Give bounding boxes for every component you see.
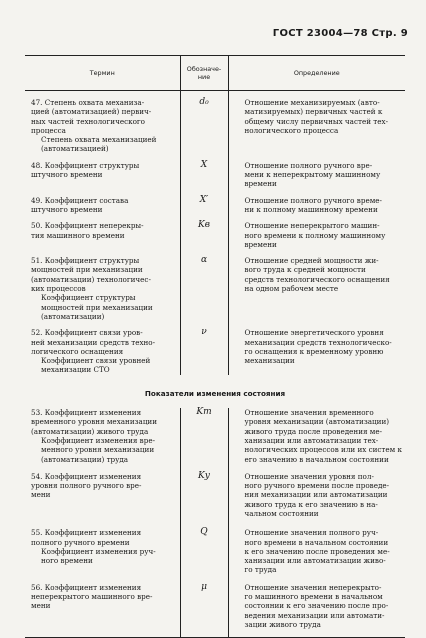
term-synonym: Степень охвата механизацией (автоматизацией): [41, 135, 157, 154]
table-row: [25, 256, 405, 321]
definition-cell: [228, 161, 405, 189]
term-synonym: Коэффициент структуры мощностей при механизации (автоматизации): [41, 293, 153, 321]
term-text: 49. Коэффициент состава штучного времени: [31, 195, 129, 214]
definition-cell: [228, 221, 405, 249]
definition-text: Отношение значения неперекрыто- го машинного времени в начальном состоянии к его значению после про- ведения механизации или автомати- зации живого труда: [244, 582, 389, 629]
term-text: 56. Коэффициент изменения неперекрытого машинного вре- мени: [31, 582, 153, 611]
term-text: 51. Коэффициент структуры мощностей при механизации (автоматизации) технологичес- ких процессов: [31, 256, 151, 294]
definition-cell: [228, 98, 405, 154]
term-cell: [25, 98, 180, 154]
designation-cell: Kв: [180, 221, 228, 249]
term-cell: [25, 256, 180, 321]
section-title: Показатели изменения состояния: [144, 388, 286, 398]
designation-cell: μ: [180, 583, 228, 629]
table-body: [25, 98, 405, 638]
designation-cell: X′: [180, 196, 228, 215]
table-row: [25, 408, 405, 464]
table-row: [25, 472, 405, 518]
term-text: 55. Коэффициент изменения полного ручного времени: [31, 528, 142, 547]
definition-cell: [228, 328, 405, 374]
term-cell: [25, 161, 180, 189]
term-cell: [25, 528, 180, 574]
terms-table: [25, 55, 405, 638]
designation-cell: d₀: [180, 98, 228, 154]
definition-text: Отношение полного ручного вре- мени к неперекрытому машинному времени: [244, 160, 381, 189]
column-header-definition: Определение: [228, 56, 405, 91]
term-text: 47. Степень охвата механиза- цией (автоматизацией) первич- ных частей технологического процесса: [31, 98, 152, 135]
table-row: [25, 196, 405, 215]
definition-text: Отношение механизируемых (авто- матизируемых) первичных частей к общему числу первичных частей тех- нологического процесса: [244, 98, 389, 135]
definition-text: Отношение неперекрытого машин- ного времени к полному машинному времени: [244, 221, 386, 249]
definition-text: Отношение средней мощности жи- вого труда к средней мощности средств технологического оснащения на одном рабочем месте: [244, 256, 390, 294]
section-row: [25, 375, 405, 408]
term-cell: [25, 583, 180, 629]
designation-cell: α: [180, 256, 228, 321]
term-cell: [25, 408, 180, 464]
table-row: [25, 161, 405, 189]
table-row: [25, 328, 405, 374]
table-row: [25, 221, 405, 249]
column-header-term: Термин: [25, 56, 180, 91]
definition-cell: [228, 472, 405, 518]
designation-cell: Kу: [180, 472, 228, 518]
term-cell: [25, 196, 180, 215]
term-cell: [25, 328, 180, 374]
term-synonym: Коэффициент связи уровней механизации СТО: [41, 356, 151, 375]
page-header: ГОСТ 23004—78 Стр. 9: [272, 28, 408, 39]
definition-cell: [228, 583, 405, 629]
definition-text: Отношение значения полного руч- ного времени в начальном состоянии к его значению после проведения ме- ханизации или автоматизации живо- го труда: [244, 528, 390, 575]
term-text: 54. Коэффициент изменения уровня полного ручного вре- мени: [31, 471, 142, 500]
definition-text: Отношение значения временного уровня механизации (автоматизации) живого труда после проведения ме- ханизации или автоматизации тех- нологических процессов или их систем к его значению в начальном состоянии: [244, 408, 403, 464]
designation-cell: Kт: [180, 408, 228, 464]
term-synonym: Коэффициент изменения руч- ного времени: [41, 546, 156, 566]
definition-text: Отношение значения уровня пол- ного ручного времени после проведе- ния механизации или автоматизации живого труда к его значению в на- чальном состоянии: [244, 471, 390, 518]
table-row: [25, 583, 405, 629]
definition-cell: [228, 528, 405, 574]
term-cell: [25, 221, 180, 249]
definition-cell: [228, 408, 405, 464]
table-row: [25, 528, 405, 574]
designation-label: Обозначе- ние: [186, 65, 222, 81]
table-header-row: [25, 56, 405, 91]
term-text: 53. Коэффициент изменения временного уровня механизации (автоматизации) живого труда: [31, 408, 158, 436]
designation-cell: ν: [180, 328, 228, 374]
term-text: 50. Коэффициент неперекры- тия машинного времени: [31, 221, 144, 240]
definition-text: Отношение энергетического уровня механизации средств технологическо- го оснащения к временному уровню механизации: [244, 328, 392, 366]
designation-cell: Q: [180, 528, 228, 574]
definition-text: Отношение полного ручного време- ни к полному машинному времени: [244, 195, 382, 214]
definition-cell: [228, 196, 405, 215]
term-synonym: Коэффициент изменения вре- менного уровня механизации (автоматизации) труда: [41, 435, 156, 464]
term-cell: [25, 472, 180, 518]
term-text: 48. Коэффициент структуры штучного времени: [31, 160, 140, 180]
definition-cell: [228, 256, 405, 321]
term-text: 52. Коэффициент связи уров- ней механизации средств техно- логического оснащения: [31, 328, 156, 356]
table-row: [25, 98, 405, 154]
column-header-designation: [180, 56, 228, 91]
designation-cell: X: [180, 161, 228, 189]
